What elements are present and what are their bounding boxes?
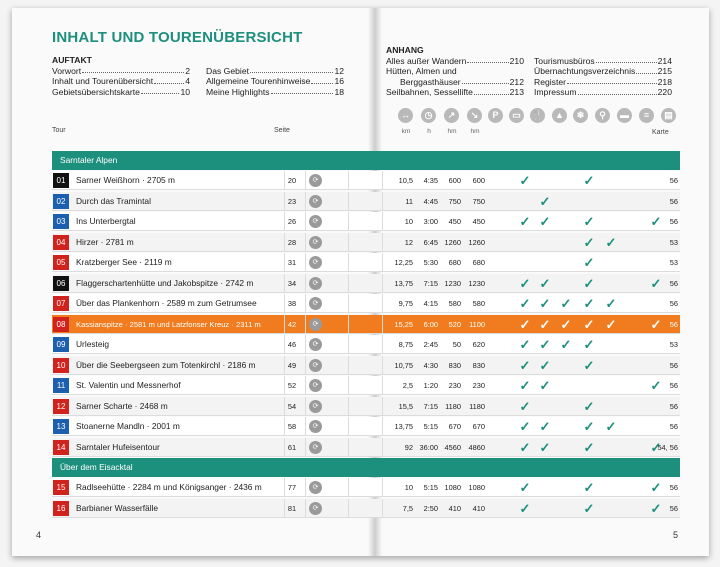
map-ref: 56 <box>669 381 678 390</box>
toc-label: Allgemeine Tourenhinweise <box>206 76 311 86</box>
route-type-icon: ⟳ <box>309 338 322 351</box>
route-type-icon: ⟳ <box>309 318 322 331</box>
toc-label: Inhalt und Tourenübersicht <box>52 76 154 86</box>
tour-name: Radlseehütte · 2284 m und Königsanger · 2436 m <box>76 482 262 492</box>
value-hm1: 750 <box>448 196 461 206</box>
check-icon: ✓ <box>605 296 617 311</box>
page-ref: 81 <box>287 503 297 513</box>
value-h: 6:45 <box>423 237 438 247</box>
auftakt-heading: AUFTAKT <box>52 55 92 65</box>
value-hm1: 520 <box>448 319 461 329</box>
anhang-heading: ANHANG <box>386 45 424 55</box>
page-number-right: 5 <box>673 530 679 540</box>
toc-entry <box>386 77 524 88</box>
tour-header: Tour <box>52 127 66 134</box>
map-ref: 56 <box>669 278 678 288</box>
check-icon: ✓ <box>519 480 531 495</box>
map-ref: 56 <box>669 319 678 329</box>
value-km: 9,75 <box>398 299 413 308</box>
page-number-left: 4 <box>36 530 42 540</box>
value-hm2: 4860 <box>468 442 485 452</box>
value-km: 13,75 <box>394 422 413 431</box>
toc-label: Das Gebiet <box>206 65 249 76</box>
toc-page: 210 <box>509 55 524 66</box>
map-ref: 56 <box>669 503 678 513</box>
page-ref: 31 <box>287 258 297 267</box>
check-icon: ✓ <box>583 439 595 455</box>
check-icon: ✓ <box>539 419 551 434</box>
value-km: 2,5 <box>402 381 413 390</box>
tour-name: Barbianer Wasserfälle <box>76 502 159 513</box>
tour-name: Kassianspitze · 2581 m und Latzfonser Kreuz · 2311 m <box>76 319 261 329</box>
ascent-icon: ↗ <box>444 108 459 123</box>
value-km: 10,75 <box>394 360 413 370</box>
unit-km: km <box>401 128 411 135</box>
value-hm1: 1080 <box>444 483 461 492</box>
table-row[interactable] <box>52 478 680 497</box>
check-icon: ✓ <box>583 275 595 291</box>
value-hm2: 620 <box>472 340 485 349</box>
value-hm2: 1100 <box>469 319 485 329</box>
value-hm2: 410 <box>472 503 485 513</box>
toc-entry <box>52 66 190 77</box>
toc-label: Register <box>534 76 566 87</box>
value-hm1: 1230 <box>444 278 461 288</box>
value-h: 7:15 <box>423 401 438 411</box>
route-type-icon: ⟳ <box>309 297 322 310</box>
toc-entry <box>386 66 524 77</box>
value-h: 2:50 <box>423 503 438 513</box>
check-icon: ✓ <box>605 419 617 434</box>
tour-name: Über die Seebergseen zum Totenkirchl · 2186 m <box>76 359 256 370</box>
value-h: 5:30 <box>423 258 438 267</box>
value-hm1: 1260 <box>444 237 461 247</box>
check-icon: ✓ <box>583 255 595 270</box>
map-ref: 56 <box>669 299 678 308</box>
route-type-icon: ⟳ <box>309 215 322 228</box>
value-hm2: 230 <box>472 381 485 390</box>
route-type-icon: ⟳ <box>309 256 322 269</box>
check-icon: ✓ <box>650 439 662 455</box>
value-hm2: 1230 <box>468 278 485 288</box>
value-km: 15,5 <box>398 401 413 411</box>
map-ref: 53 <box>669 258 678 267</box>
parking-icon: P <box>488 108 503 123</box>
check-icon: ✓ <box>583 316 595 332</box>
value-h: 4:15 <box>423 299 438 308</box>
check-icon: ✓ <box>539 275 551 291</box>
tour-number: 07 <box>53 296 69 311</box>
tour-name: Sarntaler Hufeisentour <box>76 441 160 452</box>
page-ref: 52 <box>287 381 297 390</box>
toc-entry <box>534 66 672 77</box>
table-row[interactable] <box>52 499 680 518</box>
tour-name: Durch das Tramintal <box>76 195 151 206</box>
check-icon: ✓ <box>650 480 662 495</box>
map-ref: 56 <box>669 176 678 185</box>
toc-label: Vorwort <box>52 65 82 76</box>
value-hm2: 680 <box>472 258 485 267</box>
unit-h: h <box>427 128 431 135</box>
seite-header: Seite <box>274 127 290 134</box>
value-h: 4:35 <box>423 176 438 185</box>
page-ref: 61 <box>287 442 297 452</box>
map-ref: 54, 56 <box>657 442 678 452</box>
toc-page: 212 <box>509 76 524 87</box>
toc-page: 214 <box>657 55 672 66</box>
check-icon: ✓ <box>583 357 595 373</box>
table-row[interactable] <box>52 376 680 395</box>
value-hm1: 50 <box>452 340 461 349</box>
bike-icon: ⚲ <box>595 108 610 123</box>
tour-name: Flaggerschartenhütte und Jakobspitze · 2742 m <box>76 277 254 288</box>
check-icon: ✓ <box>583 296 595 311</box>
toc-page: 215 <box>657 66 672 76</box>
page-ref: 42 <box>287 319 297 329</box>
route-type-icon: ⟳ <box>309 379 322 392</box>
value-hm1: 580 <box>448 299 461 308</box>
toc-page: 10 <box>180 86 190 97</box>
route-type-icon: ⟳ <box>309 359 322 372</box>
map-icon: ▤ <box>661 108 676 123</box>
toc-entry <box>206 87 344 98</box>
value-km: 92 <box>404 442 413 452</box>
toc-page: 12 <box>334 65 344 76</box>
toc-entry <box>534 87 672 98</box>
check-icon: ✓ <box>519 357 531 373</box>
page-ref: 58 <box>287 422 297 431</box>
tour-name: Ins Unterbergtal <box>76 216 136 226</box>
toc-page: 2 <box>185 65 190 76</box>
toc-entry <box>206 76 344 87</box>
value-hm1: 1180 <box>445 401 461 411</box>
value-h: 6:00 <box>423 319 438 329</box>
map-ref: 56 <box>669 422 678 431</box>
check-icon: ✓ <box>583 337 595 352</box>
check-icon: ✓ <box>539 378 551 393</box>
restaurant-icon: 🍴 <box>530 108 545 123</box>
check-icon: ✓ <box>539 439 551 455</box>
tour-number: 14 <box>53 440 69 455</box>
value-km: 8,75 <box>398 340 413 349</box>
value-km: 10,5 <box>398 176 413 185</box>
toc-page: 220 <box>657 87 672 97</box>
check-icon: ✓ <box>519 296 531 311</box>
check-icon: ✓ <box>519 419 531 434</box>
check-icon: ✓ <box>519 214 531 229</box>
check-icon: ✓ <box>560 337 572 352</box>
route-type-icon: ⟳ <box>309 236 322 249</box>
value-hm1: 230 <box>448 381 461 390</box>
value-km: 13,75 <box>394 278 413 288</box>
check-icon: ✓ <box>519 275 531 291</box>
value-hm1: 450 <box>448 217 461 226</box>
check-icon: ✓ <box>605 234 617 250</box>
toc-label: Hütten, Almen und <box>386 66 457 76</box>
tour-name: Stoanerne Mandln · 2001 m <box>76 421 180 431</box>
toc-entry <box>534 77 672 88</box>
toc-entry <box>534 56 672 67</box>
tour-number: 02 <box>53 194 69 209</box>
value-km: 11 <box>405 196 413 206</box>
value-h: 4:45 <box>423 196 438 206</box>
toc-entry <box>386 56 524 67</box>
map-ref: 53 <box>669 340 678 349</box>
page-ref: 46 <box>287 340 297 349</box>
route-type-icon: ⟳ <box>309 481 322 494</box>
winter-icon: ❄ <box>573 108 588 123</box>
check-icon: ✓ <box>583 500 595 516</box>
toc-label: Gebietsübersichtskarte <box>52 86 140 97</box>
check-icon: ✓ <box>519 398 531 414</box>
value-hm2: 1180 <box>469 401 485 411</box>
page-ref: 28 <box>287 237 297 247</box>
check-icon: ✓ <box>583 398 595 414</box>
unit-hm2: hm <box>470 128 480 135</box>
table-row[interactable] <box>52 438 680 457</box>
value-km: 15,25 <box>394 319 413 329</box>
tour-number: 04 <box>53 235 69 250</box>
check-icon: ✓ <box>583 480 595 495</box>
tour-name: Sarner Scharte · 2468 m <box>76 400 168 411</box>
tour-name: Urlesteig <box>76 339 110 349</box>
table-row[interactable] <box>52 233 680 252</box>
tour-number: 01 <box>53 173 69 188</box>
value-km: 12 <box>404 237 413 247</box>
value-hm1: 4560 <box>444 442 461 452</box>
toc-page: 218 <box>657 76 672 87</box>
map-ref: 53 <box>669 237 678 247</box>
value-hm2: 1260 <box>468 237 485 247</box>
route-type-icon: ⟳ <box>309 420 322 433</box>
table-row[interactable] <box>52 192 680 211</box>
check-icon: ✓ <box>560 296 572 311</box>
tour-number: 09 <box>53 337 69 352</box>
value-km: 10 <box>404 483 413 492</box>
value-h: 5:15 <box>423 483 438 492</box>
map-ref: 56 <box>669 196 678 206</box>
value-hm2: 580 <box>472 299 485 308</box>
toc-page: 16 <box>334 76 344 86</box>
tour-number: 05 <box>53 255 69 270</box>
page-ref: 49 <box>287 360 297 370</box>
check-icon: ✓ <box>519 337 531 352</box>
value-hm2: 750 <box>472 196 485 206</box>
cablecar-icon: ▬ <box>617 108 632 123</box>
check-icon: ✓ <box>519 173 531 188</box>
value-hm1: 410 <box>448 503 461 513</box>
family-icon: ≡ <box>639 108 654 123</box>
value-h: 7:15 <box>423 278 438 288</box>
value-km: 10 <box>404 217 413 226</box>
tour-name: Kratzberger See · 2119 m <box>76 257 172 267</box>
anhang-section <box>386 45 681 98</box>
value-hm1: 680 <box>448 258 461 267</box>
tour-name: Hirzer · 2781 m <box>76 236 134 247</box>
table-row[interactable] <box>52 253 680 272</box>
toc-label: Alles außer Wandern <box>386 55 467 66</box>
table-row[interactable] <box>52 294 680 313</box>
check-icon: ✓ <box>605 316 617 332</box>
table-row[interactable] <box>52 212 680 231</box>
check-icon: ✓ <box>539 337 551 352</box>
check-icon: ✓ <box>650 275 662 291</box>
toc-entry <box>52 87 190 98</box>
check-icon: ✓ <box>650 500 662 516</box>
value-h: 4:30 <box>423 360 438 370</box>
map-ref: 56 <box>669 360 678 370</box>
tour-number: 11 <box>53 378 69 393</box>
toc-label: Impressum <box>534 87 577 97</box>
auftakt-section <box>52 55 367 97</box>
check-icon: ✓ <box>650 214 662 229</box>
tour-number: 16 <box>53 501 69 516</box>
summit-icon: ▲ <box>552 108 567 123</box>
route-type-icon: ⟳ <box>309 174 322 187</box>
page-ref: 20 <box>287 176 297 185</box>
value-km: 7,5 <box>402 503 413 513</box>
check-icon: ✓ <box>519 316 531 332</box>
value-h: 1:20 <box>423 381 438 390</box>
check-icon: ✓ <box>539 296 551 311</box>
value-h: 2:45 <box>423 340 438 349</box>
tour-number: 12 <box>53 399 69 414</box>
check-icon: ✓ <box>583 234 595 250</box>
toc-label: Berggasthäuser <box>400 76 461 87</box>
tour-number: 08 <box>53 317 69 332</box>
value-hm1: 600 <box>448 176 461 185</box>
toc-entry <box>52 76 190 87</box>
value-hm1: 670 <box>448 422 461 431</box>
tour-number: 06 <box>53 276 69 291</box>
route-type-icon: ⟳ <box>309 441 322 454</box>
tour-number: 10 <box>53 358 69 373</box>
descent-icon: ↘ <box>467 108 482 123</box>
map-ref: 56 <box>669 483 678 492</box>
check-icon: ✓ <box>583 173 595 188</box>
page-ref: 77 <box>287 483 297 492</box>
value-hm2: 670 <box>472 422 485 431</box>
route-type-icon: ⟳ <box>309 277 322 290</box>
map-ref: 56 <box>669 217 678 226</box>
table-row[interactable] <box>52 417 680 436</box>
page-ref: 26 <box>287 217 297 226</box>
check-icon: ✓ <box>560 316 572 332</box>
section-header: Sarntaler Alpen <box>52 151 680 170</box>
route-type-icon: ⟳ <box>309 502 322 515</box>
check-icon: ✓ <box>539 357 551 373</box>
route-type-icon: ⟳ <box>309 400 322 413</box>
value-km: 12,25 <box>394 258 413 267</box>
route-type-icon: ⟳ <box>309 195 322 208</box>
toc-page: 18 <box>334 86 344 97</box>
tour-number: 13 <box>53 419 69 434</box>
toc-page: 4 <box>185 76 190 86</box>
table-row[interactable] <box>52 397 680 416</box>
toc-label: Seilbahnen, Sessellifte <box>386 87 473 97</box>
tour-name: St. Valentin und Messnerhof <box>76 380 181 390</box>
value-hm2: 600 <box>472 176 485 185</box>
page-ref: 54 <box>287 401 297 411</box>
toc-label: Tourismusbüros <box>534 55 595 66</box>
value-h: 36:00 <box>419 442 438 452</box>
book-spread <box>12 8 709 556</box>
distance-icon: ↔ <box>398 108 413 123</box>
section-header: Über dem Eisacktal <box>52 458 680 477</box>
toc-label: Meine Highlights <box>206 86 270 97</box>
value-h: 5:15 <box>423 422 438 431</box>
value-hm2: 450 <box>472 217 485 226</box>
bus-icon: ▭ <box>509 108 524 123</box>
toc-label: Übernachtungsverzeichnis <box>534 66 636 76</box>
check-icon: ✓ <box>583 214 595 229</box>
check-icon: ✓ <box>539 316 551 332</box>
map-ref: 56 <box>669 401 678 411</box>
tour-name: Über das Plankenhorn · 2589 m zum Getrumsee <box>76 298 257 308</box>
table-row[interactable] <box>52 171 680 190</box>
check-icon: ✓ <box>539 193 551 209</box>
unit-hm1: hm <box>447 128 457 135</box>
tour-name: Sarner Weißhorn · 2705 m <box>76 175 175 185</box>
toc-entry <box>206 66 344 77</box>
tour-number: 15 <box>53 480 69 495</box>
toc-entry <box>386 87 524 98</box>
check-icon: ✓ <box>519 500 531 516</box>
value-hm1: 830 <box>448 360 461 370</box>
check-icon: ✓ <box>650 378 662 393</box>
table-row[interactable] <box>52 335 680 354</box>
page-title: INHALT UND TOURENÜBERSICHT <box>52 29 303 46</box>
time-icon: ◷ <box>421 108 436 123</box>
check-icon: ✓ <box>650 316 662 332</box>
value-hm2: 830 <box>472 360 485 370</box>
table-row[interactable] <box>52 274 680 293</box>
tour-number: 03 <box>53 214 69 229</box>
check-icon: ✓ <box>519 378 531 393</box>
page-ref: 38 <box>287 299 297 308</box>
check-icon: ✓ <box>519 439 531 455</box>
value-h: 3:00 <box>423 217 438 226</box>
value-hm2: 1080 <box>468 483 485 492</box>
karte-header: Karte <box>652 129 669 136</box>
check-icon: ✓ <box>583 419 595 434</box>
table-row[interactable] <box>52 356 680 375</box>
table-row[interactable] <box>52 315 680 334</box>
page-ref: 34 <box>287 278 297 288</box>
toc-page: 213 <box>509 87 524 97</box>
page-ref: 23 <box>287 196 297 206</box>
check-icon: ✓ <box>539 214 551 229</box>
